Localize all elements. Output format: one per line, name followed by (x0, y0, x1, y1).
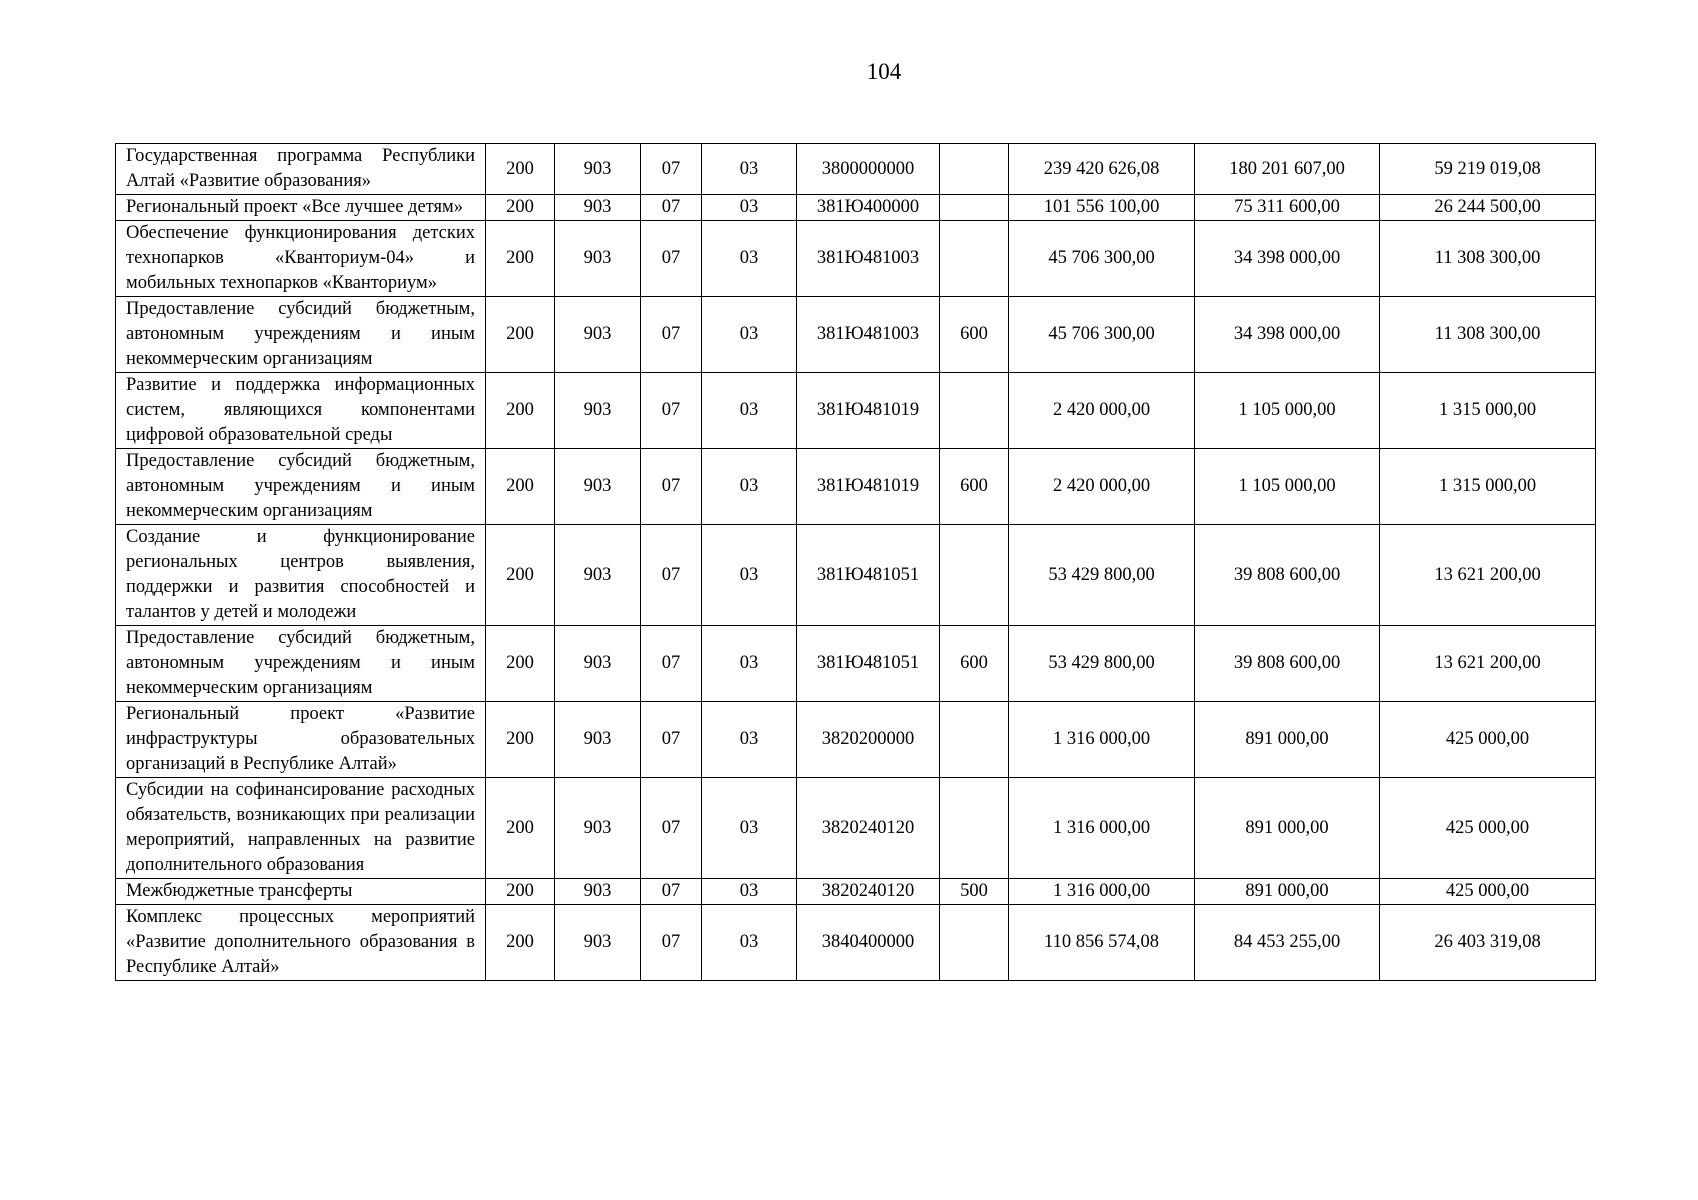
gr-code: 200 (486, 626, 555, 702)
csr-code: 381Ю481019 (797, 373, 940, 449)
vr-code (940, 702, 1009, 778)
pr-code: 03 (702, 702, 797, 778)
rz-code: 07 (641, 879, 702, 905)
amount-1: 239 420 626,08 (1009, 144, 1195, 195)
amount-2: 34 398 000,00 (1195, 221, 1380, 297)
gr-code: 200 (486, 449, 555, 525)
ved-code: 903 (555, 297, 641, 373)
table-row (116, 449, 1596, 525)
table-row (116, 221, 1596, 297)
row-name: Межбюджетные трансферты (116, 879, 486, 905)
amount-2: 891 000,00 (1195, 778, 1380, 879)
ved-code: 903 (555, 195, 641, 221)
pr-code: 03 (702, 905, 797, 981)
gr-code: 200 (486, 879, 555, 905)
amount-2: 34 398 000,00 (1195, 297, 1380, 373)
amount-1: 53 429 800,00 (1009, 626, 1195, 702)
amount-3: 13 621 200,00 (1380, 525, 1596, 626)
row-name: Предоставление субсидий бюджетным, автономным учреждениям и иным некоммерческим организациям (116, 626, 486, 702)
table-row (116, 778, 1596, 879)
amount-2: 891 000,00 (1195, 879, 1380, 905)
amount-3: 425 000,00 (1380, 778, 1596, 879)
csr-code: 381Ю481003 (797, 297, 940, 373)
amount-2: 180 201 607,00 (1195, 144, 1380, 195)
ved-code: 903 (555, 373, 641, 449)
gr-code: 200 (486, 221, 555, 297)
amount-1: 101 556 100,00 (1009, 195, 1195, 221)
amount-3: 13 621 200,00 (1380, 626, 1596, 702)
table-row (116, 702, 1596, 778)
ved-code: 903 (555, 879, 641, 905)
pr-code: 03 (702, 778, 797, 879)
ved-code: 903 (555, 449, 641, 525)
row-name: Региональный проект «Развитие инфраструктуры образовательных организаций в Республике Алтай» (116, 702, 486, 778)
pr-code: 03 (702, 626, 797, 702)
ved-code: 903 (555, 702, 641, 778)
vr-code: 600 (940, 626, 1009, 702)
rz-code: 07 (641, 778, 702, 879)
csr-code: 3820200000 (797, 702, 940, 778)
rz-code: 07 (641, 626, 702, 702)
vr-code (940, 195, 1009, 221)
vr-code (940, 221, 1009, 297)
gr-code: 200 (486, 702, 555, 778)
amount-1: 2 420 000,00 (1009, 373, 1195, 449)
gr-code: 200 (486, 905, 555, 981)
vr-code (940, 778, 1009, 879)
csr-code: 3840400000 (797, 905, 940, 981)
rz-code: 07 (641, 221, 702, 297)
vr-code (940, 905, 1009, 981)
csr-code: 381Ю400000 (797, 195, 940, 221)
table-row (116, 525, 1596, 626)
rz-code: 07 (641, 195, 702, 221)
page-number: 104 (866, 59, 902, 84)
budget-table (115, 143, 1596, 981)
pr-code: 03 (702, 373, 797, 449)
rz-code: 07 (641, 449, 702, 525)
csr-code: 3800000000 (797, 144, 940, 195)
pr-code: 03 (702, 297, 797, 373)
amount-3: 425 000,00 (1380, 702, 1596, 778)
csr-code: 3820240120 (797, 778, 940, 879)
ved-code: 903 (555, 905, 641, 981)
row-name: Комплекс процессных мероприятий «Развитие дополнительного образования в Республике Алтай» (116, 905, 486, 981)
amount-1: 1 316 000,00 (1009, 879, 1195, 905)
ved-code: 903 (555, 525, 641, 626)
vr-code: 500 (940, 879, 1009, 905)
amount-2: 84 453 255,00 (1195, 905, 1380, 981)
table-row (116, 626, 1596, 702)
rz-code: 07 (641, 905, 702, 981)
amount-3: 425 000,00 (1380, 879, 1596, 905)
gr-code: 200 (486, 778, 555, 879)
rz-code: 07 (641, 702, 702, 778)
table-row (116, 905, 1596, 981)
csr-code: 381Ю481051 (797, 525, 940, 626)
pr-code: 03 (702, 195, 797, 221)
table-row (116, 195, 1596, 221)
row-name: Обеспечение функционирования детских технопарков «Кванториум-04» и мобильных технопарков «Кванториум» (116, 221, 486, 297)
ved-code: 903 (555, 144, 641, 195)
amount-1: 45 706 300,00 (1009, 221, 1195, 297)
amount-1: 1 316 000,00 (1009, 702, 1195, 778)
rz-code: 07 (641, 144, 702, 195)
amount-1: 1 316 000,00 (1009, 778, 1195, 879)
ved-code: 903 (555, 778, 641, 879)
row-name: Государственная программа Республики Алтай «Развитие образования» (116, 144, 486, 195)
pr-code: 03 (702, 879, 797, 905)
vr-code (940, 144, 1009, 195)
ved-code: 903 (555, 221, 641, 297)
table-row (116, 373, 1596, 449)
csr-code: 381Ю481019 (797, 449, 940, 525)
table-row (116, 297, 1596, 373)
row-name: Создание и функционирование региональных центров выявления, поддержки и развития способностей и талантов у детей и молодежи (116, 525, 486, 626)
row-name: Предоставление субсидий бюджетным, автономным учреждениям и иным некоммерческим организациям (116, 297, 486, 373)
amount-2: 1 105 000,00 (1195, 449, 1380, 525)
gr-code: 200 (486, 297, 555, 373)
amount-3: 1 315 000,00 (1380, 449, 1596, 525)
row-name: Субсидии на софинансирование расходных обязательств, возникающих при реализации мероприятий, направленных на развитие дополнительного образования (116, 778, 486, 879)
row-name: Развитие и поддержка информационных систем, являющихся компонентами цифровой образовательной среды (116, 373, 486, 449)
amount-1: 45 706 300,00 (1009, 297, 1195, 373)
amount-3: 1 315 000,00 (1380, 373, 1596, 449)
rz-code: 07 (641, 525, 702, 626)
vr-code (940, 373, 1009, 449)
amount-1: 2 420 000,00 (1009, 449, 1195, 525)
pr-code: 03 (702, 525, 797, 626)
pr-code: 03 (702, 449, 797, 525)
table-row (116, 144, 1596, 195)
amount-2: 39 808 600,00 (1195, 626, 1380, 702)
ved-code: 903 (555, 626, 641, 702)
gr-code: 200 (486, 373, 555, 449)
csr-code: 3820240120 (797, 879, 940, 905)
amount-3: 11 308 300,00 (1380, 297, 1596, 373)
rz-code: 07 (641, 373, 702, 449)
gr-code: 200 (486, 525, 555, 626)
csr-code: 381Ю481003 (797, 221, 940, 297)
row-name: Предоставление субсидий бюджетным, автономным учреждениям и иным некоммерческим организациям (116, 449, 486, 525)
amount-3: 26 403 319,08 (1380, 905, 1596, 981)
amount-2: 1 105 000,00 (1195, 373, 1380, 449)
amount-1: 110 856 574,08 (1009, 905, 1195, 981)
vr-code (940, 525, 1009, 626)
amount-2: 39 808 600,00 (1195, 525, 1380, 626)
row-name: Региональный проект «Все лучшее детям» (116, 195, 486, 221)
amount-3: 26 244 500,00 (1380, 195, 1596, 221)
gr-code: 200 (486, 195, 555, 221)
rz-code: 07 (641, 297, 702, 373)
amount-1: 53 429 800,00 (1009, 525, 1195, 626)
amount-3: 59 219 019,08 (1380, 144, 1596, 195)
amount-2: 891 000,00 (1195, 702, 1380, 778)
pr-code: 03 (702, 221, 797, 297)
table-row (116, 879, 1596, 905)
vr-code: 600 (940, 297, 1009, 373)
amount-3: 11 308 300,00 (1380, 221, 1596, 297)
csr-code: 381Ю481051 (797, 626, 940, 702)
amount-2: 75 311 600,00 (1195, 195, 1380, 221)
vr-code: 600 (940, 449, 1009, 525)
gr-code: 200 (486, 144, 555, 195)
pr-code: 03 (702, 144, 797, 195)
